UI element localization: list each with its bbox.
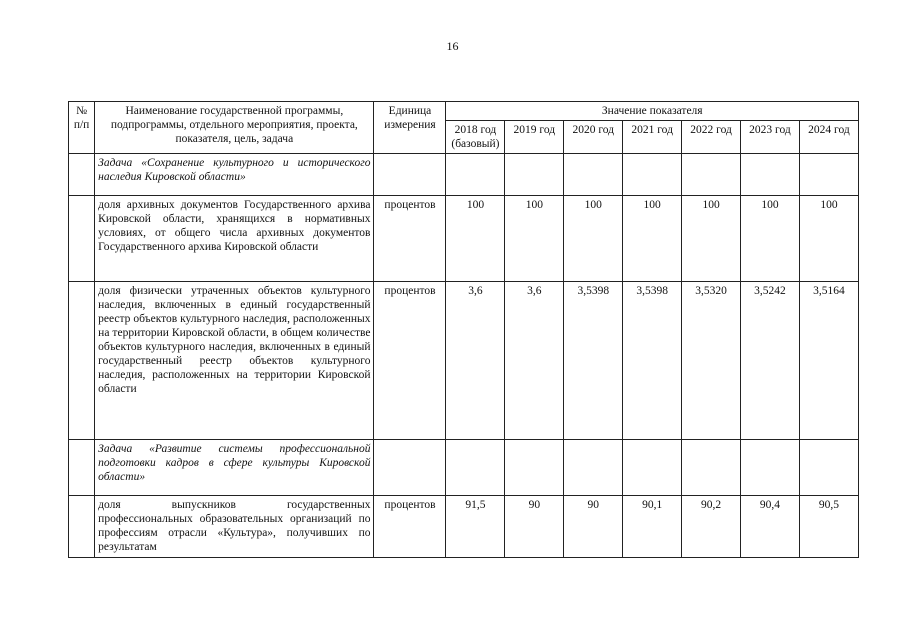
indicator-name: доля выпускников государственных профессиональных образовательных организаций по профессиям отрасли «Культура», получивших по результатам — [95, 496, 374, 558]
row-value — [682, 440, 741, 496]
row-value — [623, 154, 682, 196]
header-year: 2021 год — [623, 121, 682, 154]
row-value: 90,4 — [741, 496, 800, 558]
table-row — [69, 154, 859, 196]
row-unit: процентов — [374, 196, 446, 282]
row-value: 90,2 — [682, 496, 741, 558]
row-value: 3,5320 — [682, 282, 741, 440]
header-year: 2020 год — [564, 121, 623, 154]
row-value: 3,6 — [446, 282, 505, 440]
row-value — [505, 154, 564, 196]
header-year: 2024 год — [799, 121, 858, 154]
header-values: Значение показателя — [446, 102, 859, 121]
row-value — [564, 154, 623, 196]
row-value: 100 — [799, 196, 858, 282]
task-name: Задача «Сохранение культурного и исторического наследия Кировской области» — [95, 154, 374, 196]
row-value — [505, 440, 564, 496]
row-value: 90,1 — [623, 496, 682, 558]
header-unit: Единица измерения — [374, 102, 446, 154]
header-row — [69, 102, 859, 121]
row-value — [564, 440, 623, 496]
table-row — [69, 196, 859, 282]
table-row — [69, 440, 859, 496]
row-value: 91,5 — [446, 496, 505, 558]
row-unit: процентов — [374, 282, 446, 440]
row-value — [446, 440, 505, 496]
page-number: 16 — [446, 39, 459, 53]
header-year: 2018 год (базовый) — [446, 121, 505, 154]
table-row — [69, 496, 859, 558]
row-num — [69, 440, 95, 496]
row-value — [741, 154, 800, 196]
row-value — [799, 440, 858, 496]
row-num — [69, 282, 95, 440]
row-value — [741, 440, 800, 496]
row-value: 100 — [623, 196, 682, 282]
row-value: 3,5164 — [799, 282, 858, 440]
row-value: 90 — [564, 496, 623, 558]
row-num — [69, 154, 95, 196]
indicator-name: доля физически утраченных объектов культурного наследия, включенных в единый государственный реестр объектов культурного наследия, расположенных на территории Кировской области, в общем количестве объектов культурного наследия, включенных в единый государственный реестр объектов культурного наследия, расположенных на территории Кировской области — [95, 282, 374, 440]
row-value — [799, 154, 858, 196]
row-value — [623, 440, 682, 496]
row-value: 100 — [446, 196, 505, 282]
row-unit — [374, 154, 446, 196]
row-value: 3,5398 — [623, 282, 682, 440]
task-name: Задача «Развитие системы профессиональной подготовки кадров в сфере культуры Кировской области» — [95, 440, 374, 496]
header-name: Наименование государственной программы, подпрограммы, отдельного мероприятия, проекта, показателя, цель, задача — [95, 102, 374, 154]
header-num: № п/п — [69, 102, 95, 154]
row-value: 100 — [741, 196, 800, 282]
header-year: 2022 год — [682, 121, 741, 154]
row-value — [446, 154, 505, 196]
header-year: 2023 год — [741, 121, 800, 154]
row-unit: процентов — [374, 496, 446, 558]
row-value: 3,5398 — [564, 282, 623, 440]
row-value — [682, 154, 741, 196]
row-value: 3,5242 — [741, 282, 800, 440]
row-value: 90 — [505, 496, 564, 558]
row-value: 100 — [505, 196, 564, 282]
row-unit — [374, 440, 446, 496]
row-num — [69, 196, 95, 282]
header-year: 2019 год — [505, 121, 564, 154]
row-num — [69, 496, 95, 558]
indicator-name: доля архивных документов Государственного архива Кировской области, хранящихся в нормативных условиях, от общего числа архивных документов Государственного архива Кировской области — [95, 196, 374, 282]
row-value: 90,5 — [799, 496, 858, 558]
row-value: 3,6 — [505, 282, 564, 440]
row-value: 100 — [682, 196, 741, 282]
row-value: 100 — [564, 196, 623, 282]
indicators-table — [68, 101, 859, 558]
table-row — [69, 282, 859, 440]
